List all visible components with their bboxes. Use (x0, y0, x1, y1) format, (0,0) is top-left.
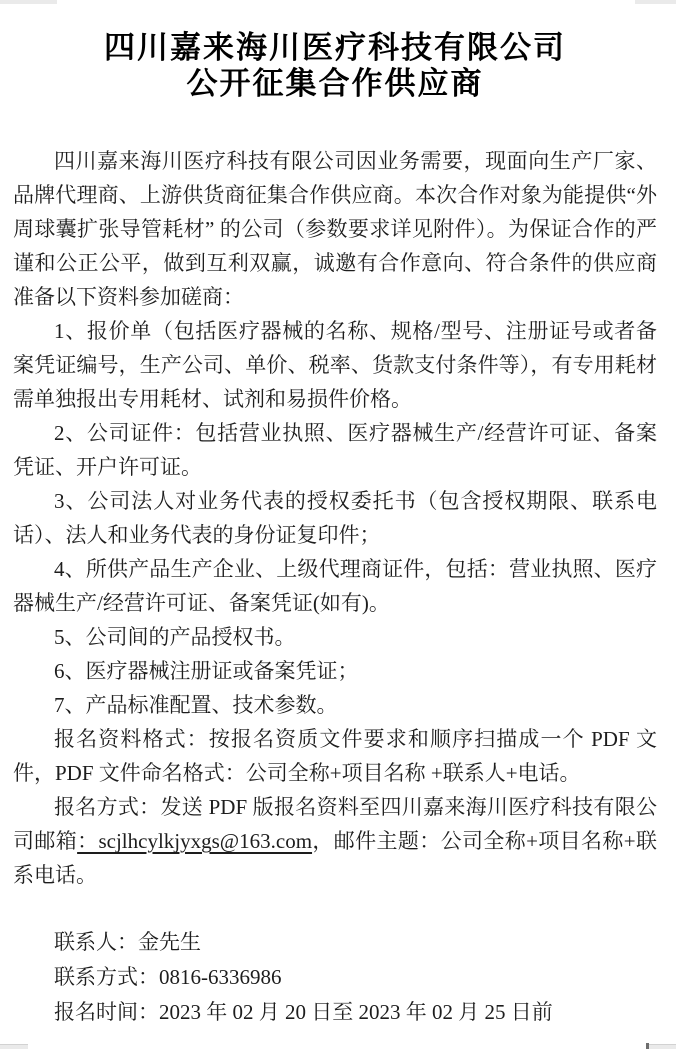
paragraph (13, 552, 657, 620)
document-body (13, 30, 657, 1030)
paragraph (13, 722, 657, 790)
contact-block (13, 925, 657, 1030)
title-line: 四川嘉来海川医疗科技有限公司 (104, 30, 566, 65)
paragraph (13, 144, 657, 314)
contact-line: 联系人：金先生 (54, 930, 201, 954)
contact-line: 报名时间：2023 年 02 月 20 日至 2023 年 02 月 25 日前 (54, 1000, 553, 1024)
text-run: 2、公司证件：包括营业执照、医疗器械生产/经营许可证、备案凭证、开户许可证。 (13, 421, 657, 479)
text-run: ，邮件主题：公司全称+项目名称+联系电话。 (13, 829, 657, 887)
text-run: 5、公司间的产品授权书。 (54, 625, 296, 649)
paragraph (13, 314, 657, 416)
scan-artifact-tick (646, 1043, 649, 1049)
contact-line: 联系方式：0816-6336986 (54, 965, 282, 989)
scan-artifact-top-left (0, 0, 57, 4)
text-run: 4、所供产品生产企业、上级代理商证件，包括：营业执照、医疗器械生产/经营许可证、备案凭证(如有)。 (13, 557, 657, 615)
scan-artifact-bottom-left (0, 1044, 28, 1049)
email-address: ：scjlhcylkjyxgs@163.com (77, 829, 313, 853)
document-title (13, 30, 657, 102)
paragraph (13, 620, 657, 654)
scan-artifact-top-right (635, 0, 676, 4)
paragraph (13, 416, 657, 484)
text-run: 1、报价单（包括医疗器械的名称、规格/型号、注册证号或者备案凭证编号，生产公司、单价、税率、货款支付条件等），有专用耗材需单独报出专用耗材、试剂和易损件价格。 (13, 319, 657, 411)
text-run: 3、公司法人对业务代表的授权委托书（包含授权期限、联系电话）、法人和业务代表的身份证复印件； (13, 489, 657, 547)
text-run: 报名资料格式：按报名资质文件要求和顺序扫描成一个 PDF 文件，PDF 文件命名格式：公司全称+项目名称 +联系人+电话。 (13, 727, 657, 785)
text-run: 7、产品标准配置、技术参数。 (54, 693, 338, 717)
title-line: 公开征集合作供应商 (186, 66, 484, 101)
paragraph (13, 790, 657, 892)
paragraph (13, 688, 657, 722)
paragraph (13, 654, 657, 688)
text-run: 报名方式：发送 PDF 版报名资料至四川嘉来海川医疗科技有限公司邮箱 (13, 795, 657, 853)
scan-artifact-bottom-right (649, 1044, 676, 1049)
text-run: 四川嘉来海川医疗科技有限公司因业务需要，现面向生产厂家、品牌代理商、上游供货商征集合作供应商。本次合作对象为能提供“外周球囊扩张导管耗材” 的公司（参数要求详见附件）。为保证合作的严谨和公正公平，做到互利双赢，诚邀有合作意向、符合条件的供应商准备以下资料参加磋商： (13, 149, 657, 309)
text-run: 6、医疗器械注册证或备案凭证； (54, 659, 359, 683)
document-content (13, 144, 657, 892)
paragraph (13, 484, 657, 552)
